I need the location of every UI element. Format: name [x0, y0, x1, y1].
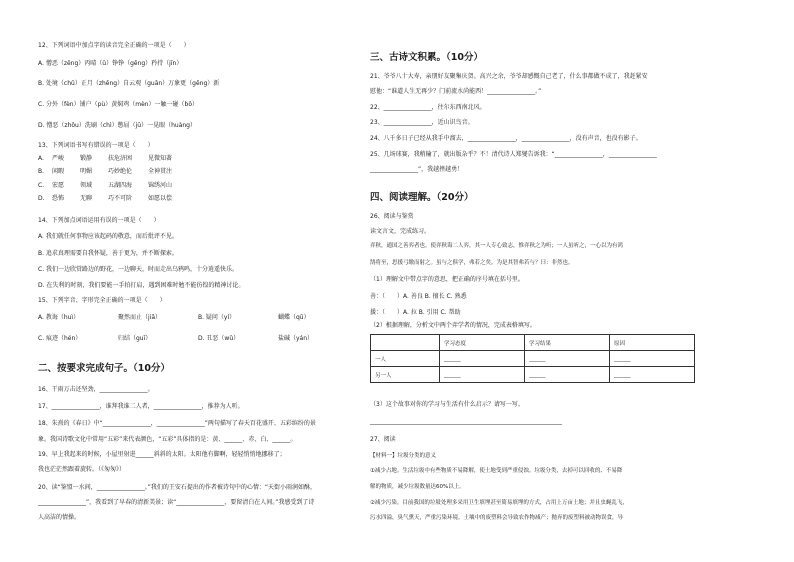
q15-stem: 15、下列字音、字形完全正确的一项是（ ）: [38, 297, 166, 304]
word: 五湖四海: [108, 182, 133, 189]
row-label: A.: [38, 155, 44, 162]
q13-row-d: [38, 195, 188, 203]
q15-option: A. 教诲（huì）: [38, 314, 80, 321]
q14-option-c: C. 我们一边欣赏路边的野花，一边聊天，时而走出乌鸦鸣，十分逍遥快乐。: [38, 266, 239, 273]
q25: 25、几场球赛，我稍输了，就出版杂乎？不！清代诗人郑燮告诉我：“________________，________________: [370, 151, 657, 158]
analysis-table: [370, 334, 695, 383]
row-label: C.: [38, 182, 45, 189]
word: 如愿以偿: [148, 195, 173, 202]
q26-part-2: （2）根据理解，分析文中两个弈学者的情况，完成表格填写。: [370, 322, 536, 329]
q15-row-2: [38, 335, 358, 343]
q14-stem: 14、下列加点词语运用有误的一项是（ ）: [38, 217, 160, 224]
table-cell: ______: [440, 351, 525, 367]
word: 无聊: [80, 195, 93, 202]
table-cell: ______: [525, 351, 610, 367]
q13-row-a: [38, 155, 188, 163]
table-cell: 另一人: [371, 367, 440, 383]
section-2-title: 二、按要求完成句子。（10分）: [38, 363, 170, 374]
table-row: [371, 367, 695, 383]
q26-intro: 读文言文，完成练习。: [370, 228, 431, 235]
q27-title: 27、阅读: [370, 436, 396, 443]
q15-option: D. 丑恶（wǔ）: [198, 335, 240, 342]
word: 恐怖: [52, 195, 65, 202]
q27-paragraph-1-cont: 解的物质，减少垃圾数量达60%以上。: [370, 484, 465, 490]
q20: 20、读“鉴盟一水间，________________。”我们的王安石提出的作者被诗句中的心情：“天街小雨润如酥，: [38, 484, 316, 491]
q19: 19、早上我起来的时候，小屋里射进______斜斜的太阳。太阳他有脚啊，轻轻悄悄地挪移了；: [38, 451, 286, 458]
section-4-title: 四、阅读理解。（20分）: [370, 192, 474, 203]
q22: 22、________________，往尔东西南北风。: [370, 104, 486, 111]
word: 见微知著: [148, 155, 173, 162]
q20-end: 人高洁的情操。: [38, 514, 81, 521]
q27-subtitle: 【材料一】垃圾分类的意义: [370, 453, 437, 459]
q13-row-b: [38, 168, 188, 176]
passage-line: 鹄将至，思援弓缴而射之。虽与之俱学，弗若之矣。为是其智弗若与？曰：非然也。: [370, 260, 574, 266]
q26-part-1: （1）理解文中带点字的意思，把正确的序号填在括号里。: [370, 276, 524, 283]
q19-cont: 我也茫茫然跟着旋转。（《匆匆》）: [38, 466, 126, 473]
q15-option: 归结（guī）: [118, 335, 152, 342]
table-header: 学习结果: [525, 335, 610, 351]
table-cell: ______: [525, 367, 610, 383]
table-cell: 一人: [371, 351, 440, 367]
q27-paragraph-2-cont: 污水四溢，臭气熏天，严重污染环境。土壤中的废塑料会导致农作物减产；抛弃的废塑料被动物误食，导: [370, 515, 624, 521]
q20-cont: ________________”，我看到了早春的清新美景；读“________________，要留清白在人间。”我感受到了诗: [38, 499, 315, 506]
q18: 18、朱熹的《春日》中“________________，________________”两句描写了春天百花盛开、五彩缤纷的景: [38, 420, 316, 427]
q12-option-d: D. 憎恶（zhōu）洗刷（chì）憋屈（jū）一晃眼（huàng）: [38, 122, 196, 129]
q23: 23、________________，近山识鸟音。: [370, 119, 474, 126]
q15-row-1: [38, 314, 358, 322]
word: 领域: [80, 182, 93, 189]
q15-option: 盐碱（yán）: [278, 335, 314, 342]
q26-part-3: （3）这个故事对你的学习与生活有什么启示？请写一写。: [370, 401, 524, 408]
q16: 16、干雨万击还坚劲，________________。: [38, 386, 154, 393]
word: 锦绣河山: [148, 182, 173, 189]
q21: 21、爷爷八十大寿，亲朋好友聚集庆贺。高兴之余，爷爷却感慨自己老了，什么事都做不成了，我赶紧安: [370, 73, 648, 80]
q26-title: 26、阅读与鉴赏: [370, 213, 414, 220]
q26-part-1b: 援：（ ）A. 拉 B. 引用 C. 帮助: [370, 309, 461, 316]
row-label: B.: [38, 168, 45, 175]
q12-option-a: A. 憎恶（zēng）丙晴（ǔ）铮铮（gēng）矜持（jīn）: [38, 60, 183, 67]
answer-line: ________________________________________________________________: [370, 418, 562, 425]
q27-paragraph-1: ①减少占地。生活垃圾中有些物质不易降解，使土地受到严重侵蚀。垃圾分类，去掉可以回收的、不易降: [370, 468, 623, 474]
q14-option-a: A. 我们就任何事物应该起码的敬意，而后批评不见。: [38, 233, 178, 240]
word: 巧不可阶: [108, 195, 133, 202]
table-cell: ______: [610, 351, 695, 367]
q15-option: C. 痕迹（hén）: [38, 335, 82, 342]
q15-option: 聚然而止（jiā）: [118, 314, 162, 321]
q13-stem: 13、下列词语书写有错误的一项是（ ）: [38, 142, 154, 149]
table-header: 学习态度: [440, 335, 525, 351]
q15-option: B. 疑问（yí）: [198, 314, 236, 321]
q21-cont: 慰他：“谁道人生无再少？门前流水尚能西！________________。”: [370, 88, 542, 95]
word: 明媚: [80, 168, 93, 175]
table-header: [371, 335, 440, 351]
table-cell: ______: [440, 367, 525, 383]
table-cell: ______: [610, 367, 695, 383]
q14-option-d: D. 在失利的时刻，我们要能一手拍打肩，遇到困难时勉不能彷徨的精神讨论。: [38, 282, 245, 289]
word: 巧妙绝伦: [108, 168, 133, 175]
passage-line: 弈秋，通国之善弈者也。使弈秋诲二人弈，其一人专心致志，惟弈秋之为听；一人虽听之，一心以为有鸿: [370, 243, 624, 249]
q14-option-b: B. 追求真理需要自我怀疑，善于更为，并不断探索。: [38, 250, 178, 257]
table-header: 原因: [610, 335, 695, 351]
row-label: D.: [38, 195, 45, 202]
word: 宏愿: [52, 182, 65, 189]
word: 闲暇: [52, 168, 65, 175]
q17: 17、________________，谁拜我谁二人者，________________，推荐为人听。: [38, 403, 244, 410]
table-header-row: [371, 335, 695, 351]
section-3-title: 三、古诗文积累。（10分）: [370, 52, 483, 63]
q15-option: 蝴蝶（qū）: [278, 314, 310, 321]
q12-stem: 12、下列词语中加点字的读音完全正确的一项是（ ）: [38, 42, 190, 49]
q27-paragraph-2: ②减少污染。目前我国的垃圾处理多采用卫生填埋甚至简易填埋的方式，占用上万亩土地；并且虫蝇乱飞，: [370, 500, 628, 506]
q26-part-1a: 善：（ ）A. 善良 B. 擅长 C. 熟悉: [370, 293, 467, 300]
word: 全神贯注: [148, 168, 173, 175]
q12-option-c: C. 分外（fèn）铺户（pù）黄焖鸡（mèn）一触一碰（bō）: [38, 101, 199, 108]
word: 严峻: [52, 155, 65, 162]
table-row: [371, 351, 695, 367]
word: 扶危济困: [108, 155, 133, 162]
q18-cont: 象。我国诗歌文化中常用“五彩”来代表颜色，“五彩”具体指的是：黄、______、赤、白、______。: [38, 436, 297, 443]
q12-option-b: B. 处境（chǔ）正月（zhēng）自云观（guān）万象更（gēng）新: [38, 80, 220, 87]
q25-cont: ________________”，我越挫越勇！: [370, 166, 464, 173]
word: 锻静: [80, 155, 93, 162]
q24: 24、八千多日子已经从我手中溜去，________________，________________，没有声音，也没有影子。: [370, 135, 642, 142]
q13-row-c: [38, 182, 188, 190]
